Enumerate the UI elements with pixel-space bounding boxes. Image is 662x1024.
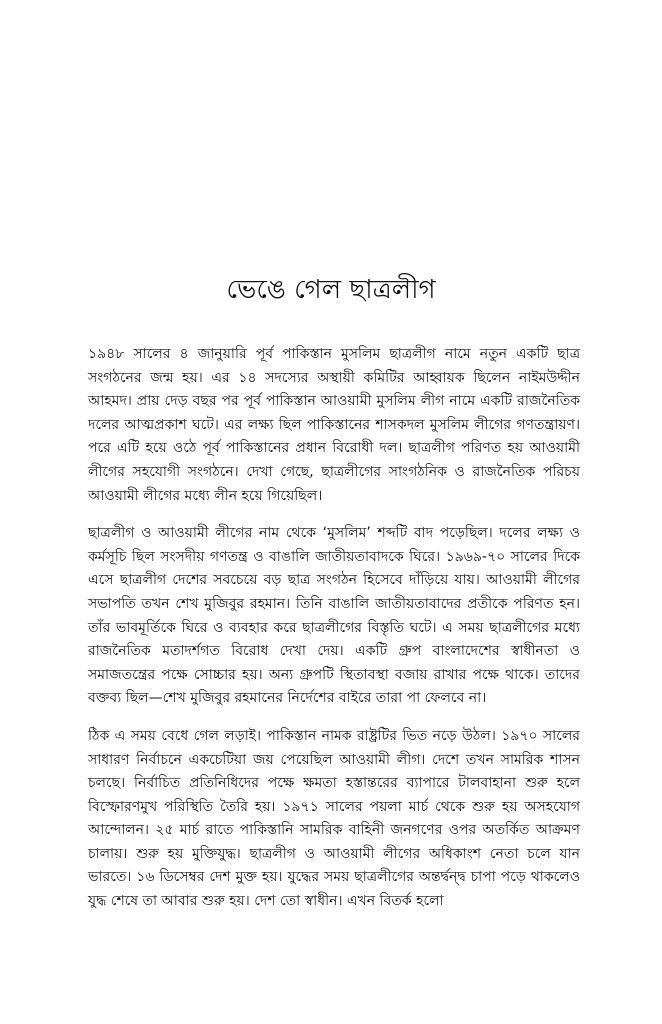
chapter-title: ভেঙে গেল ছাত্রলীগ: [226, 275, 436, 305]
chapter-body: [88, 343, 580, 928]
paragraph-1: ১৯৪৮ সালের ৪ জানুয়ারি পূর্ব পাকিস্তান মুসলিম ছাত্রলীগ নামে নতুন একটি ছাত্র সংগঠনের জন্ম হয়। এর ১৪ সদস্যের অস্থায়ী কমিটির আহ্বায়ক ছিলেন নাইমউদ্দীন আহমদ। প্রায় দেড় বছর পর পূর্ব পাকিস্তান আওয়ামী মুসলিম লীগ নামে একটি রাজনৈতিক দলের আত্মপ্রকাশ ঘটে। এর লক্ষ্য ছিল পাকিস্তানের শাসকদল মুসলিম লীগের গণতন্ত্রায়ণ। পরে এটি হয়ে ওঠে পূর্ব পাকিস্তানের প্রধান বিরোধী দল। ছাত্রলীগ পরিণত হয় আওয়ামী লীগের সহযোগী সংগঠনে। দেখা গেছে, ছাত্রলীগের সাংগঠনিক ও রাজনৈতিক পরিচয় আওয়ামী লীগের মধ্যে লীন হয়ে গিয়েছিল।: [88, 346, 580, 504]
paragraph-2: ছাত্রলীগ ও আওয়ামী লীগের নাম থেকে ‘মুসলিম’ শব্দটি বাদ পড়েছিল। দলের লক্ষ্য ও কর্মসূচি ছিল সংসদীয় গণতন্ত্র ও বাঙালি জাতীয়তাবাদকে ঘিরে। ১৯৬৯-৭০ সালের দিকে এসে ছাত্রলীগ দেশের সবচেয়ে বড় ছাত্র সংগঠন হিসেবে দাঁড়িয়ে যায়। আওয়ামী লীগের সভাপতি তখন শেখ মুজিবুর রহমান। তিনি বাঙালি জাতীয়তাবাদের প্রতীকে পরিণত হন। তাঁর ভাবমূর্তিকে ঘিরে ও ব্যবহার করে ছাত্রলীগের বিস্তৃতি ঘটে। এ সময় ছাত্রলীগের মধ্যে রাজনৈতিক মতাদর্শগত বিরোধ দেখা দেয়। একটি গ্রুপ বাংলাদেশের স্বাধীনতা ও সমাজতন্ত্রের পক্ষে সোচ্চার হয়। অন্য গ্রুপটি স্থিতাবস্থা বজায় রাখার পক্ষে থাকে। তাদের বক্তব্য ছিল—শেখ মুজিবুর রহমানের নির্দেশের বাইরে তারা পা ফেলবে না।: [88, 525, 580, 707]
paragraph-3: ঠিক এ সময় বেধে গেল লড়াই। পাকিস্তান নামক রাষ্ট্রটির ভিত নড়ে উঠল। ১৯৭০ সালের সাধারণ নির্বাচনে একচেটিয়া জয় পেয়েছিল আওয়ামী লীগ। দেশে তখন সামরিক শাসন চলছে। নির্বাচিত প্রতিনিধিদের পক্ষে ক্ষমতা হস্তান্তরের ব্যাপারে টালবাহানা শুরু হলে বিস্ফোরণমুখ পরিস্থিতি তৈরি হয়। ১৯৭১ সালের পয়লা মার্চ থেকে শুরু হয় অসহযোগ আন্দোলন। ২৫ মার্চ রাতে পাকিস্তানি সামরিক বাহিনী জনগণের ওপর অতর্কিত আক্রমণ চালায়। শুরু হয় মুক্তিযুদ্ধ। ছাত্রলীগ ও আওয়ামী লীগের অধিকাংশ নেতা চলে যান ভারতে। ১৬ ডিসেম্বর দেশ মুক্ত হয়। যুদ্ধের সময় ছাত্রলীগের অন্তর্দ্বন্দ্ব চাপা পড়ে থাকলেও যুদ্ধ শেষে তা আবার শুরু হয়। দেশ তো স্বাধীন। এখন বিতর্ক হলো: [88, 727, 580, 910]
